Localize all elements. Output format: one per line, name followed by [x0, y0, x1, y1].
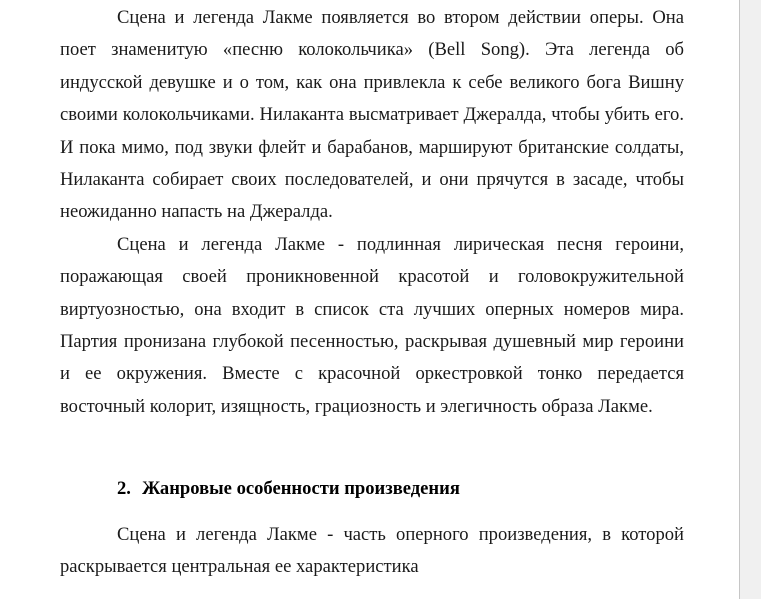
section-heading[interactable]: [60, 473, 684, 505]
paragraph-bell-song[interactable]: Сцена и легенда Лакме появляется во втором действии оперы. Она поет знаменитую «песню колокольчика» (Bell Song). Эта легенда об индусской девушке и о том, как она привлекла к себе великого бога Вишну своими колокольчиками. Нилаканта высматривает Джералда, чтобы убить его. И пока мимо, под звуки флейт и барабанов, маршируют британские солдаты, Нилаканта собирает своих последователей, и они прячутся в засаде, чтобы неожиданно напасть на Джералда.: [60, 7, 684, 223]
page-content: [60, 2, 684, 584]
workspace-background: [740, 0, 761, 599]
paragraph-lyrical-song[interactable]: Сцена и легенда Лакме - подлинная лирическая песня героини, поражающая своей проникновенной красотой и головокружительной виртуозностью, она входит в список ста лучших оперных номеров мира. Партия пронизана глубокой песенностью, раскрывая душевный мир героини и ее окружения. Вместе с красочной оркестровкой тонко передается восточный колорит, изящность, грациозность и элегичность образа Лакме.: [60, 233, 684, 417]
paragraph-genre-features[interactable]: Сцена и легенда Лакме - часть оперного произведения, в которой раскрывается центральная ее характеристика: [60, 523, 684, 578]
section-title: Жанровые особенности произведения: [142, 478, 460, 500]
section-spacing: [60, 423, 684, 473]
section-number: 2.: [117, 478, 131, 500]
